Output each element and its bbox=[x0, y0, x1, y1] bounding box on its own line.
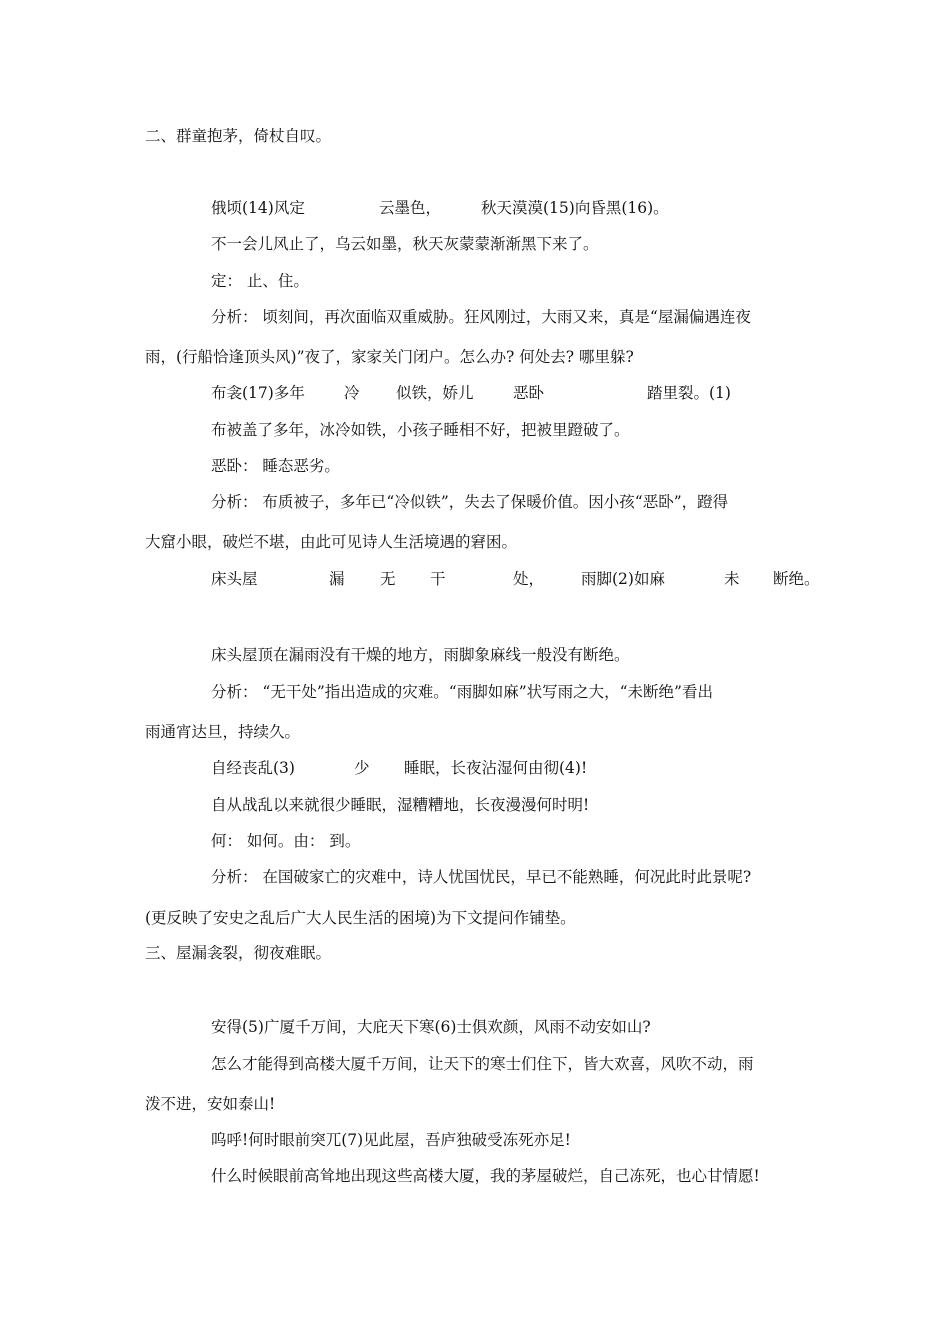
translation-line: 床头屋顶在漏雨没有干燥的地方，雨脚象麻线一般没有断绝。 bbox=[211, 646, 630, 664]
verse-line: 安得(5)广厦千万间，大庇天下寒(6)士俱欢颜，风雨不动安如山? bbox=[211, 1018, 651, 1036]
verse-segment: 自经丧乱(3) bbox=[211, 759, 295, 777]
section-heading: 三、屋漏衾裂，彻夜难眠。 bbox=[145, 944, 332, 962]
verse-segment: 漏 bbox=[329, 570, 345, 588]
verse-segment: 云墨色， bbox=[379, 199, 442, 217]
analysis-line: 雨通宵达旦，持续久。 bbox=[145, 723, 301, 741]
translation-line: 不一会儿风止了，乌云如墨，秋天灰蒙蒙渐渐黑下来了。 bbox=[211, 235, 599, 253]
verse-segment: 未 bbox=[724, 570, 740, 588]
analysis-line: 分析： 顷刻间，再次面临双重威胁。狂风刚过，大雨又来，真是“屋漏偏遇连夜 bbox=[211, 308, 751, 326]
verse-segment: 俄顷(14)风定 bbox=[211, 199, 305, 217]
verse-segment: 断绝。 bbox=[773, 570, 820, 588]
verse-segment: 雨脚(2)如麻 bbox=[581, 570, 665, 588]
verse-segment: 踏里裂。(1) bbox=[647, 384, 731, 402]
verse-segment: 睡眠，长夜沾湿何由彻(4)! bbox=[404, 759, 588, 777]
verse-segment: 恶卧 bbox=[513, 384, 545, 402]
verse-segment: 布衾(17)多年 bbox=[211, 384, 305, 402]
translation-line: 自从战乱以来就很少睡眠，湿糟糟地，长夜漫漫何时明! bbox=[211, 796, 590, 814]
translation-line: 泼不进，安如泰山! bbox=[145, 1095, 276, 1113]
verse-segment: 少 bbox=[354, 759, 370, 777]
verse-segment: 处， bbox=[513, 570, 545, 588]
analysis-line: (更反映了安史之乱后广大人民生活的困境)为下文提问作铺垫。 bbox=[145, 909, 576, 927]
verse-segment: 床头屋 bbox=[211, 570, 258, 588]
verse-line: 呜呼!何时眼前突兀(7)见此屋，吾庐独破受冻死亦足! bbox=[211, 1131, 571, 1149]
translation-line: 布被盖了多年，冰冷如铁，小孩子睡相不好，把被里蹬破了。 bbox=[211, 421, 630, 439]
analysis-line: 大窟小眼，破烂不堪，由此可见诗人生活境遇的窘困。 bbox=[145, 533, 518, 551]
analysis-line: 雨，(行船恰逢顶头风)”夜了，家家关门闭户。怎么办? 何处去? 哪里躲? bbox=[145, 348, 634, 366]
verse-segment: 干 bbox=[430, 570, 446, 588]
note-line: 恶卧： 睡态恶劣。 bbox=[211, 457, 340, 475]
translation-line: 什么时候眼前高耸地出现这些高楼大厦，我的茅屋破烂，自己冻死，也心甘情愿! bbox=[211, 1167, 760, 1185]
section-heading: 二、群童抱茅，倚杖自叹。 bbox=[145, 127, 332, 145]
analysis-line: 分析： “无干处”指出造成的灾难。“雨脚如麻”状写雨之大，“未断绝”看出 bbox=[211, 683, 713, 701]
verse-segment: 无 bbox=[380, 570, 396, 588]
note-line: 定： 止、住。 bbox=[211, 272, 309, 290]
verse-segment: 似铁，娇儿 bbox=[396, 384, 474, 402]
verse-segment: 冷 bbox=[344, 384, 360, 402]
note-line: 何： 如何。由： 到。 bbox=[211, 832, 361, 850]
verse-segment: 秋天漠漠(15)向昏黑(16)。 bbox=[481, 199, 669, 217]
analysis-line: 分析： 布质被子，多年已“冷似铁”，失去了保暖价值。因小孩“恶卧”，蹬得 bbox=[211, 493, 729, 511]
analysis-line: 分析： 在国破家亡的灾难中，诗人忧国忧民，早已不能熟睡，何况此时此景呢? bbox=[211, 868, 752, 886]
translation-line: 怎么才能得到高楼大厦千万间，让天下的寒士们住下，皆大欢喜，风吹不动，雨 bbox=[211, 1055, 754, 1073]
